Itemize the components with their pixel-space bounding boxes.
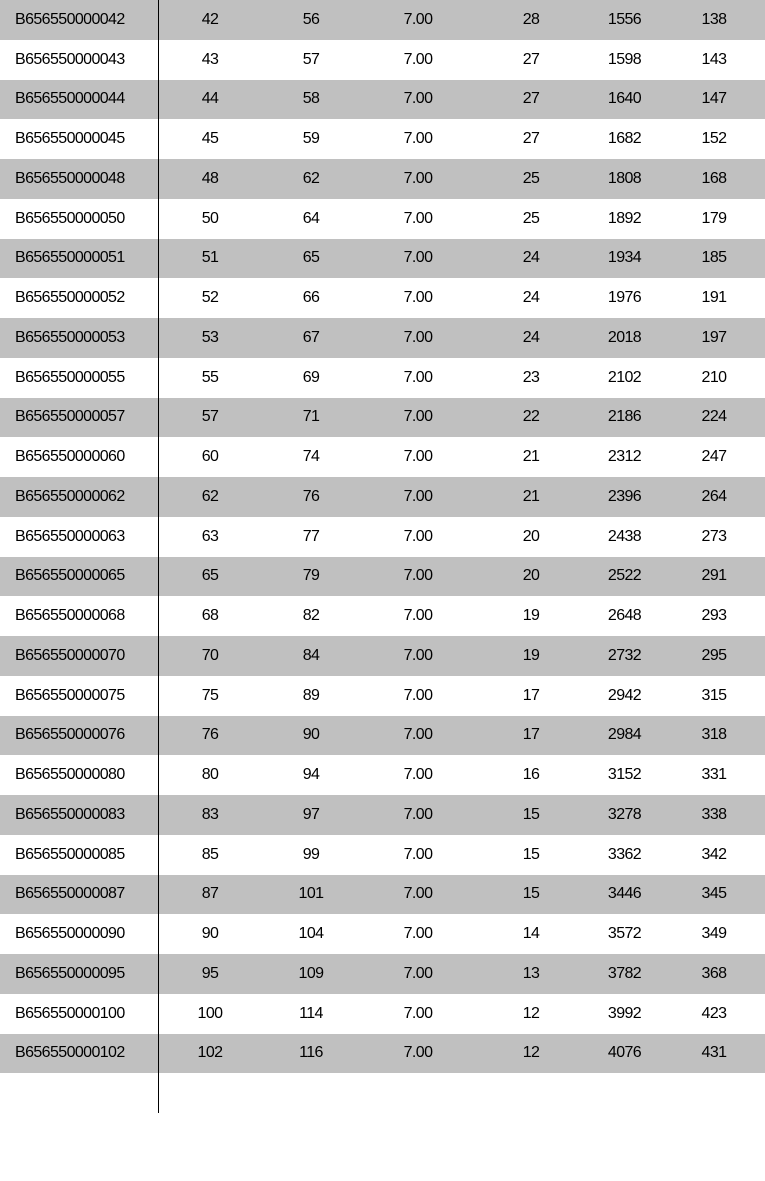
cell-col-2: 63 bbox=[201, 527, 219, 545]
table-row bbox=[0, 159, 765, 199]
table-row bbox=[0, 40, 765, 80]
cell-col-6: 2018 bbox=[607, 328, 642, 346]
cell-col-3: 59 bbox=[302, 130, 320, 148]
cell-col-4: 7.00 bbox=[403, 805, 433, 823]
cell-col-5: 27 bbox=[522, 130, 540, 148]
cell-col-6: 2186 bbox=[607, 408, 642, 426]
cell-col-2: 76 bbox=[201, 726, 219, 744]
cell-col-3: 109 bbox=[298, 964, 324, 982]
cell-col-6: 1892 bbox=[607, 209, 642, 227]
table-row bbox=[0, 557, 765, 597]
cell-col-2: 68 bbox=[201, 607, 219, 625]
cell-col-6: 1598 bbox=[607, 50, 642, 68]
cell-col-4: 7.00 bbox=[403, 845, 433, 863]
table-row bbox=[0, 835, 765, 875]
column-divider bbox=[158, 0, 159, 1113]
table-row bbox=[0, 278, 765, 318]
cell-col-7: 318 bbox=[701, 726, 727, 744]
cell-col-4: 7.00 bbox=[403, 368, 433, 386]
cell-col-4: 7.00 bbox=[403, 766, 433, 784]
cell-col-3: 89 bbox=[302, 686, 320, 704]
cell-col-4: 7.00 bbox=[403, 249, 433, 267]
table-row bbox=[0, 80, 765, 120]
cell-col-5: 14 bbox=[522, 925, 540, 943]
cell-col-7: 191 bbox=[701, 289, 727, 307]
cell-col-2: 57 bbox=[201, 408, 219, 426]
cell-col-4: 7.00 bbox=[403, 1004, 433, 1022]
cell-col-7: 185 bbox=[701, 249, 727, 267]
cell-item-code: B656550000080 bbox=[15, 766, 125, 784]
cell-col-5: 17 bbox=[522, 686, 540, 704]
table-row bbox=[0, 716, 765, 756]
cell-col-7: 423 bbox=[701, 1004, 727, 1022]
cell-col-6: 3152 bbox=[607, 766, 642, 784]
cell-col-6: 4076 bbox=[607, 1044, 642, 1062]
cell-item-code: B656550000042 bbox=[15, 10, 125, 28]
cell-col-3: 77 bbox=[302, 527, 320, 545]
cell-col-6: 3992 bbox=[607, 1004, 642, 1022]
cell-col-6: 2396 bbox=[607, 487, 642, 505]
cell-col-2: 75 bbox=[201, 686, 219, 704]
cell-col-5: 21 bbox=[522, 448, 540, 466]
table-row bbox=[0, 239, 765, 279]
cell-item-code: B656550000057 bbox=[15, 408, 125, 426]
cell-col-6: 1556 bbox=[607, 10, 642, 28]
cell-col-3: 99 bbox=[302, 845, 320, 863]
cell-item-code: B656550000043 bbox=[15, 50, 125, 68]
cell-col-4: 7.00 bbox=[403, 10, 433, 28]
cell-col-2: 85 bbox=[201, 845, 219, 863]
cell-col-7: 247 bbox=[701, 448, 727, 466]
cell-col-5: 27 bbox=[522, 50, 540, 68]
cell-col-6: 2732 bbox=[607, 646, 642, 664]
cell-col-6: 3782 bbox=[607, 964, 642, 982]
table-row bbox=[0, 358, 765, 398]
cell-col-4: 7.00 bbox=[403, 925, 433, 943]
cell-col-5: 19 bbox=[522, 646, 540, 664]
cell-col-5: 20 bbox=[522, 527, 540, 545]
cell-col-3: 90 bbox=[302, 726, 320, 744]
cell-col-6: 1934 bbox=[607, 249, 642, 267]
cell-col-2: 45 bbox=[201, 130, 219, 148]
cell-item-code: B656550000062 bbox=[15, 487, 125, 505]
table-row bbox=[0, 795, 765, 835]
table-row bbox=[0, 199, 765, 239]
cell-col-4: 7.00 bbox=[403, 567, 433, 585]
cell-col-2: 60 bbox=[201, 448, 219, 466]
cell-col-2: 102 bbox=[197, 1044, 223, 1062]
cell-col-4: 7.00 bbox=[403, 646, 433, 664]
cell-col-4: 7.00 bbox=[403, 885, 433, 903]
cell-col-3: 58 bbox=[302, 90, 320, 108]
cell-col-2: 44 bbox=[201, 90, 219, 108]
cell-col-6: 2942 bbox=[607, 686, 642, 704]
cell-item-code: B656550000068 bbox=[15, 607, 125, 625]
table-row bbox=[0, 517, 765, 557]
cell-col-3: 71 bbox=[302, 408, 320, 426]
cell-item-code: B656550000076 bbox=[15, 726, 125, 744]
cell-col-5: 23 bbox=[522, 368, 540, 386]
cell-item-code: B656550000055 bbox=[15, 368, 125, 386]
cell-item-code: B656550000083 bbox=[15, 805, 125, 823]
cell-col-6: 2312 bbox=[607, 448, 642, 466]
cell-col-7: 143 bbox=[701, 50, 727, 68]
cell-col-3: 66 bbox=[302, 289, 320, 307]
cell-col-6: 1976 bbox=[607, 289, 642, 307]
cell-col-6: 2522 bbox=[607, 567, 642, 585]
cell-col-7: 331 bbox=[701, 766, 727, 784]
table-row bbox=[0, 875, 765, 915]
cell-col-7: 338 bbox=[701, 805, 727, 823]
cell-col-2: 70 bbox=[201, 646, 219, 664]
cell-col-2: 50 bbox=[201, 209, 219, 227]
cell-item-code: B656550000053 bbox=[15, 328, 125, 346]
cell-col-5: 21 bbox=[522, 487, 540, 505]
cell-col-5: 24 bbox=[522, 249, 540, 267]
cell-col-3: 101 bbox=[298, 885, 324, 903]
cell-col-7: 295 bbox=[701, 646, 727, 664]
cell-col-5: 27 bbox=[522, 90, 540, 108]
cell-item-code: B656550000051 bbox=[15, 249, 125, 267]
cell-col-4: 7.00 bbox=[403, 607, 433, 625]
cell-col-2: 62 bbox=[201, 487, 219, 505]
table-row bbox=[0, 1034, 765, 1074]
cell-col-3: 74 bbox=[302, 448, 320, 466]
cell-col-2: 87 bbox=[201, 885, 219, 903]
cell-item-code: B656550000070 bbox=[15, 646, 125, 664]
table-row bbox=[0, 914, 765, 954]
cell-item-code: B656550000060 bbox=[15, 448, 125, 466]
cell-col-2: 43 bbox=[201, 50, 219, 68]
cell-col-4: 7.00 bbox=[403, 130, 433, 148]
cell-col-3: 62 bbox=[302, 169, 320, 187]
cell-item-code: B656550000044 bbox=[15, 90, 125, 108]
cell-item-code: B656550000052 bbox=[15, 289, 125, 307]
table-row bbox=[0, 437, 765, 477]
cell-col-5: 25 bbox=[522, 169, 540, 187]
cell-col-2: 90 bbox=[201, 925, 219, 943]
cell-item-code: B656550000090 bbox=[15, 925, 125, 943]
cell-col-3: 67 bbox=[302, 328, 320, 346]
cell-col-6: 2438 bbox=[607, 527, 642, 545]
cell-col-2: 100 bbox=[197, 1004, 223, 1022]
cell-item-code: B656550000087 bbox=[15, 885, 125, 903]
cell-item-code: B656550000050 bbox=[15, 209, 125, 227]
cell-col-3: 84 bbox=[302, 646, 320, 664]
table-row bbox=[0, 636, 765, 676]
cell-col-7: 152 bbox=[701, 130, 727, 148]
cell-col-4: 7.00 bbox=[403, 50, 433, 68]
cell-col-3: 82 bbox=[302, 607, 320, 625]
cell-col-2: 55 bbox=[201, 368, 219, 386]
cell-col-3: 76 bbox=[302, 487, 320, 505]
cell-col-6: 1640 bbox=[607, 90, 642, 108]
cell-item-code: B656550000102 bbox=[15, 1044, 125, 1062]
cell-col-7: 138 bbox=[701, 10, 727, 28]
cell-item-code: B656550000063 bbox=[15, 527, 125, 545]
cell-col-6: 3572 bbox=[607, 925, 642, 943]
cell-col-4: 7.00 bbox=[403, 328, 433, 346]
cell-col-3: 57 bbox=[302, 50, 320, 68]
table-row bbox=[0, 596, 765, 636]
cell-col-3: 79 bbox=[302, 567, 320, 585]
cell-col-3: 104 bbox=[298, 925, 324, 943]
cell-col-6: 2102 bbox=[607, 368, 642, 386]
cell-col-7: 197 bbox=[701, 328, 727, 346]
cell-col-4: 7.00 bbox=[403, 1044, 433, 1062]
cell-col-7: 273 bbox=[701, 527, 727, 545]
cell-item-code: B656550000075 bbox=[15, 686, 125, 704]
cell-col-3: 69 bbox=[302, 368, 320, 386]
cell-col-3: 94 bbox=[302, 766, 320, 784]
cell-col-6: 3362 bbox=[607, 845, 642, 863]
cell-item-code: B656550000095 bbox=[15, 964, 125, 982]
table-row bbox=[0, 318, 765, 358]
cell-item-code: B656550000085 bbox=[15, 845, 125, 863]
cell-item-code: B656550000100 bbox=[15, 1004, 125, 1022]
table-row bbox=[0, 994, 765, 1034]
cell-col-3: 116 bbox=[299, 1044, 323, 1062]
table-row bbox=[0, 676, 765, 716]
cell-col-5: 13 bbox=[522, 964, 540, 982]
cell-col-7: 368 bbox=[701, 964, 727, 982]
cell-col-5: 12 bbox=[522, 1044, 540, 1062]
cell-col-6: 3278 bbox=[607, 805, 642, 823]
cell-col-5: 17 bbox=[522, 726, 540, 744]
cell-col-4: 7.00 bbox=[403, 209, 433, 227]
cell-col-4: 7.00 bbox=[403, 487, 433, 505]
cell-col-2: 80 bbox=[201, 766, 219, 784]
cell-col-5: 24 bbox=[522, 289, 540, 307]
cell-col-7: 315 bbox=[701, 686, 727, 704]
cell-col-2: 52 bbox=[201, 289, 219, 307]
cell-item-code: B656550000048 bbox=[15, 169, 125, 187]
cell-col-7: 224 bbox=[701, 408, 727, 426]
table-row bbox=[0, 398, 765, 438]
cell-col-5: 15 bbox=[522, 805, 540, 823]
cell-col-6: 2648 bbox=[607, 607, 642, 625]
cell-col-5: 22 bbox=[522, 408, 540, 426]
cell-col-4: 7.00 bbox=[403, 527, 433, 545]
cell-col-6: 3446 bbox=[607, 885, 642, 903]
cell-col-3: 114 bbox=[299, 1004, 323, 1022]
cell-col-5: 12 bbox=[522, 1004, 540, 1022]
cell-col-7: 345 bbox=[701, 885, 727, 903]
cell-col-2: 95 bbox=[201, 964, 219, 982]
cell-col-4: 7.00 bbox=[403, 408, 433, 426]
cell-col-2: 65 bbox=[201, 567, 219, 585]
cell-col-4: 7.00 bbox=[403, 289, 433, 307]
cell-col-7: 264 bbox=[701, 487, 727, 505]
cell-col-6: 2984 bbox=[607, 726, 642, 744]
cell-col-5: 19 bbox=[522, 607, 540, 625]
cell-col-5: 15 bbox=[522, 885, 540, 903]
cell-col-4: 7.00 bbox=[403, 448, 433, 466]
cell-col-7: 179 bbox=[701, 209, 727, 227]
cell-item-code: B656550000045 bbox=[15, 130, 125, 148]
cell-col-7: 349 bbox=[701, 925, 727, 943]
cell-col-5: 15 bbox=[522, 845, 540, 863]
table-row bbox=[0, 119, 765, 159]
cell-col-3: 65 bbox=[302, 249, 320, 267]
cell-col-7: 293 bbox=[701, 607, 727, 625]
cell-col-4: 7.00 bbox=[403, 90, 433, 108]
cell-col-4: 7.00 bbox=[403, 169, 433, 187]
cell-col-5: 28 bbox=[522, 10, 540, 28]
cell-col-3: 56 bbox=[302, 10, 320, 28]
cell-col-7: 168 bbox=[701, 169, 727, 187]
cell-col-6: 1808 bbox=[607, 169, 642, 187]
cell-col-2: 83 bbox=[201, 805, 219, 823]
cell-col-7: 210 bbox=[701, 368, 727, 386]
cell-col-4: 7.00 bbox=[403, 686, 433, 704]
cell-col-5: 20 bbox=[522, 567, 540, 585]
cell-col-7: 147 bbox=[701, 90, 727, 108]
cell-col-3: 64 bbox=[302, 209, 320, 227]
cell-col-3: 97 bbox=[302, 805, 320, 823]
cell-col-2: 51 bbox=[201, 249, 219, 267]
cell-col-7: 342 bbox=[701, 845, 727, 863]
cell-col-2: 48 bbox=[201, 169, 219, 187]
cell-col-4: 7.00 bbox=[403, 726, 433, 744]
cell-col-5: 24 bbox=[522, 328, 540, 346]
cell-item-code: B656550000065 bbox=[15, 567, 125, 585]
cell-col-5: 16 bbox=[522, 766, 540, 784]
cell-col-2: 42 bbox=[201, 10, 219, 28]
cell-col-7: 291 bbox=[701, 567, 727, 585]
cell-col-2: 53 bbox=[201, 328, 219, 346]
cell-col-5: 25 bbox=[522, 209, 540, 227]
cell-col-7: 431 bbox=[701, 1044, 727, 1062]
table-row bbox=[0, 755, 765, 795]
table-row bbox=[0, 0, 765, 40]
table-row bbox=[0, 954, 765, 994]
cell-col-6: 1682 bbox=[607, 130, 642, 148]
table-row bbox=[0, 477, 765, 517]
cell-col-4: 7.00 bbox=[403, 964, 433, 982]
